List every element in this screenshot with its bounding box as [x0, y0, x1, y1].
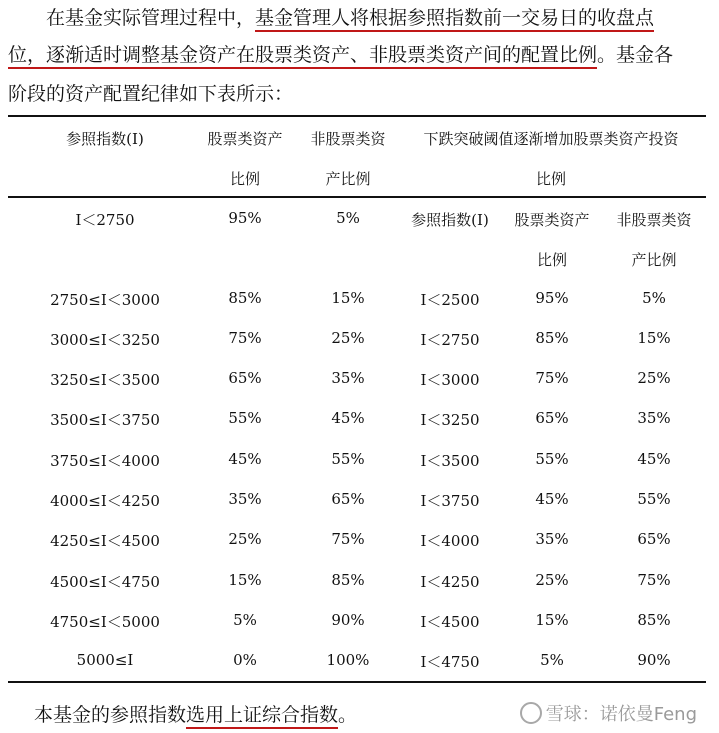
table-cell-threshold-index: I＜4250 — [420, 573, 480, 591]
table-cell-stock: 85% — [228, 289, 262, 307]
table-cell-nonstock: 55% — [331, 450, 365, 468]
table-cell-threshold-nonstock: 15% — [637, 329, 671, 347]
table-cell-nonstock: 5% — [336, 209, 360, 227]
table-cell-range: I＜2750 — [75, 211, 135, 229]
table-cell-threshold-nonstock: 90% — [637, 651, 671, 669]
table-cell-stock: 0% — [233, 651, 257, 669]
table-cell-nonstock: 90% — [331, 611, 365, 629]
table-cell-stock: 75% — [228, 329, 262, 347]
table-cell-threshold-stock: 15% — [535, 611, 569, 629]
intro-line-1 — [8, 2, 719, 35]
subheader-nonstock-line2: 产比例 — [631, 251, 677, 269]
table-header-rule — [8, 196, 706, 198]
footer-highlight: 选用上证综合指数 — [186, 704, 338, 729]
table-cell-nonstock: 85% — [331, 571, 365, 589]
table-cell-threshold-nonstock: 25% — [637, 369, 671, 387]
table-cell-stock: 15% — [228, 571, 262, 589]
header-col-stock-line1: 股票类资产 — [207, 130, 283, 148]
table-cell-threshold-stock: 25% — [535, 571, 569, 589]
footer-note — [34, 700, 357, 727]
subheader-stock-line2: 比例 — [536, 251, 567, 269]
table-cell-threshold-stock: 45% — [535, 490, 569, 508]
intro-highlight-1: 基金管理人将根据参照指数前一交易日的收盘点 — [255, 7, 654, 32]
subheader-index: 参照指数(I) — [411, 211, 489, 229]
footer-suffix: 。 — [338, 704, 358, 726]
table-cell-threshold-stock: 55% — [535, 450, 569, 468]
intro-line-3: 阶段的资产配置纪律如下表所示： — [8, 83, 294, 105]
table-top-rule — [8, 115, 706, 117]
table-cell-threshold-nonstock: 5% — [642, 289, 666, 307]
table-cell-threshold-index: I＜2500 — [420, 291, 480, 309]
table-cell-range: 5000≤I — [76, 651, 134, 669]
table-cell-threshold-nonstock: 75% — [637, 571, 671, 589]
table-bottom-rule — [8, 681, 706, 683]
table-cell-threshold-stock: 95% — [535, 289, 569, 307]
subheader-nonstock-line1: 非股票类资 — [616, 211, 692, 229]
table-cell-stock: 35% — [228, 490, 262, 508]
table-cell-threshold-stock: 35% — [535, 530, 569, 548]
table-cell-range: 3000≤I＜3250 — [50, 331, 160, 349]
table-cell-stock: 5% — [233, 611, 257, 629]
table-cell-nonstock: 45% — [331, 409, 365, 427]
footer-prefix: 本基金的参照指数 — [34, 704, 187, 726]
table-cell-range: 4000≤I＜4250 — [50, 492, 160, 510]
table-cell-range: 3500≤I＜3750 — [50, 411, 160, 429]
table-cell-threshold-index: I＜3750 — [420, 492, 480, 510]
table-cell-range: 4250≤I＜4500 — [50, 532, 160, 550]
table-cell-range: 4500≤I＜4750 — [50, 573, 160, 591]
table-cell-threshold-index: I＜3000 — [420, 371, 480, 389]
header-col-stock-line2: 比例 — [229, 170, 260, 188]
table-cell-stock: 95% — [228, 209, 262, 227]
header-col-threshold-line1: 下跌突破阈值逐渐增加股票类资产投资 — [423, 130, 679, 148]
table-cell-threshold-nonstock: 65% — [637, 530, 671, 548]
table-cell-stock: 25% — [228, 530, 262, 548]
table-cell-range: 3750≤I＜4000 — [50, 452, 160, 470]
table-cell-nonstock: 65% — [331, 490, 365, 508]
table-cell-range: 4750≤I＜5000 — [50, 613, 160, 631]
watermark-text: 雪球：诺依曼Feng — [545, 704, 697, 725]
table-cell-threshold-nonstock: 45% — [637, 450, 671, 468]
header-col-nonstock-line1: 非股票类资 — [310, 130, 386, 148]
table-cell-stock: 65% — [228, 369, 262, 387]
table-cell-threshold-index: I＜3250 — [420, 411, 480, 429]
table-cell-threshold-nonstock: 85% — [637, 611, 671, 629]
watermark — [520, 700, 697, 726]
header-col-index: 参照指数(I) — [66, 130, 144, 148]
table-cell-threshold-index: I＜4750 — [420, 653, 480, 671]
table-cell-nonstock: 100% — [326, 651, 370, 669]
table-cell-stock: 45% — [228, 450, 262, 468]
table-cell-threshold-stock: 65% — [535, 409, 569, 427]
header-col-nonstock-line2: 产比例 — [325, 170, 371, 188]
snowball-logo-icon — [520, 702, 542, 724]
table-cell-threshold-index: I＜4500 — [420, 613, 480, 631]
table-cell-threshold-index: I＜2750 — [420, 331, 480, 349]
table-cell-threshold-index: I＜4000 — [420, 532, 480, 550]
table-cell-threshold-index: I＜3500 — [420, 452, 480, 470]
table-cell-range: 2750≤I＜3000 — [50, 291, 160, 309]
table-cell-nonstock: 25% — [331, 329, 365, 347]
table-cell-threshold-stock: 5% — [540, 651, 564, 669]
subheader-stock-line1: 股票类资产 — [514, 211, 590, 229]
header-col-threshold-line2: 比例 — [535, 170, 566, 188]
intro-prefix: 在基金实际管理过程中， — [46, 7, 256, 29]
table-cell-nonstock: 75% — [331, 530, 365, 548]
table-cell-threshold-nonstock: 35% — [637, 409, 671, 427]
table-cell-threshold-stock: 75% — [535, 369, 569, 387]
table-cell-nonstock: 35% — [331, 369, 365, 387]
table-cell-threshold-nonstock: 55% — [637, 490, 671, 508]
table-cell-stock: 55% — [228, 409, 262, 427]
intro-suffix: 。基金各 — [597, 44, 674, 66]
intro-line-2 — [8, 39, 713, 72]
table-cell-range: 3250≤I＜3500 — [50, 371, 160, 389]
table-cell-nonstock: 15% — [331, 289, 365, 307]
table-cell-threshold-stock: 85% — [535, 329, 569, 347]
intro-highlight-2: 位，逐渐适时调整基金资产在股票类资产、非股票类资产间的配置比例 — [8, 44, 597, 69]
